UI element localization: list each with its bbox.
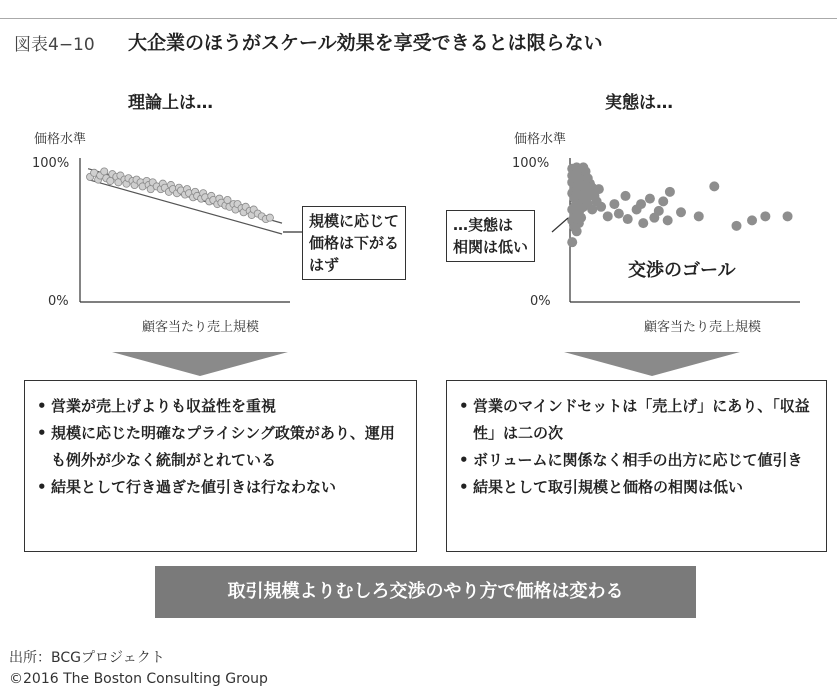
right-chart-callout: …実態は 相関は低い (446, 210, 535, 262)
scatter-point (654, 206, 664, 216)
scatter-point (645, 194, 655, 204)
list-item: • ボリュームに関係なく相手の出方に応じて値引き (459, 451, 803, 469)
scatter-point (665, 187, 675, 197)
scatter-point (663, 215, 673, 225)
scatter-point (694, 211, 704, 221)
right-chart-ylabel: 価格水準 (514, 132, 567, 147)
right-chart-ytick-0: 0% (530, 294, 551, 309)
list-item: • 規模に応じた明確なプライシング政策があり、運用も例外が少なく統制がとれている (37, 424, 395, 469)
scatter-point (101, 168, 108, 175)
copyright-note: ©2016 The Boston Consulting Group (9, 671, 268, 687)
right-chart-annotation: 交渉のゴール (628, 260, 736, 281)
scatter-point (747, 215, 757, 225)
scatter-point (623, 214, 633, 224)
scatter-point (783, 211, 793, 221)
figure-label: 図表4−10 (14, 35, 95, 55)
scatter-point (266, 214, 273, 221)
scatter-point (572, 226, 582, 236)
scatter-point (676, 207, 686, 217)
left-chart-title: 理論上は… (128, 93, 213, 113)
scatter-point (614, 209, 624, 219)
left-chart-xlabel: 顧客当たり売上規模 (142, 320, 260, 335)
conclusion-banner: 取引規模よりむしろ交渉のやり方で価格は変わる (155, 566, 696, 618)
left-chart-ytick-100: 100% (32, 156, 70, 171)
right-chart-title: 実態は… (605, 93, 673, 113)
scatter-point (709, 181, 719, 191)
scatter-point (636, 199, 646, 209)
right-chart-ytick-100: 100% (512, 156, 550, 171)
scatter-point (658, 196, 668, 206)
right-summary-box (446, 380, 827, 552)
left-chart-ylabel: 価格水準 (34, 132, 87, 147)
scatter-point (760, 211, 770, 221)
right-down-arrow (564, 352, 740, 376)
scatter-point (638, 218, 648, 228)
scatter-point (603, 211, 613, 221)
scatter-point (609, 199, 619, 209)
figure-title: 大企業のほうがスケール効果を享受できるとは限らない (128, 32, 603, 54)
list-item: • 結果として取引規模と価格の相関は低い (459, 478, 744, 496)
scatter-point (578, 162, 588, 172)
scatter-point (567, 237, 577, 247)
scatter-point (594, 184, 604, 194)
list-item: • 営業が売上げよりも収益性を重視 (37, 397, 277, 415)
list-item: • 結果として行き過ぎた値引きは行なわない (37, 478, 337, 496)
right-chart-xlabel: 顧客当たり売上規模 (644, 320, 762, 335)
scatter-point (621, 191, 631, 201)
left-down-arrow (112, 352, 288, 376)
scatter-point (587, 205, 597, 215)
left-chart-plot (80, 158, 290, 302)
scatter-point (732, 221, 742, 231)
source-note: 出所：BCGプロジェクト (9, 650, 165, 666)
left-chart-callout: 規模に応じて 価格は下がる はず (302, 206, 406, 280)
scatter-point (596, 202, 606, 212)
left-chart-ytick-0: 0% (48, 294, 69, 309)
scatter-point (576, 203, 586, 213)
right-callout-connector (552, 218, 568, 232)
list-item: • 営業のマインドセットは「売上げ」にあり、「収益性」は二の次 (459, 397, 810, 442)
left-summary-box (24, 380, 417, 552)
